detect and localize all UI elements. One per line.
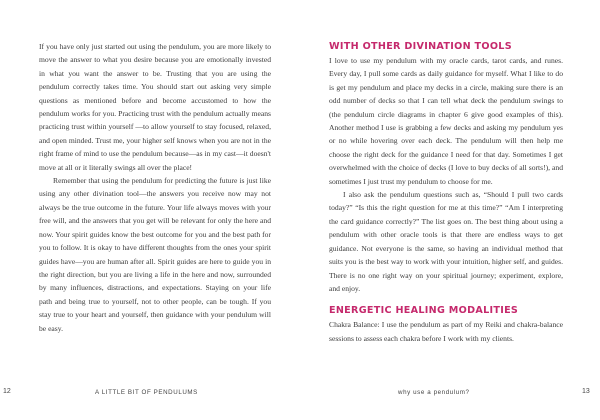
right-page [300, 0, 600, 420]
left-body-text [39, 40, 271, 335]
left-paragraph-2: Remember that using the pendulum for predicting the future is just like using any other divination tool—the answers you receive now may not always be the true outcome in the future. Your life always moves with your free will, and the answers that you get will be relevant for only the here and now. Your spirit guides know the best outcome for you and the best path for you to follow. It is okay to have different thoughts from the ones your spirit guides have—you are human after all. Spirit guides are here to guide you in the right direction, but you are living a life in the here and now, surrounded by many influences, distractions, and expectations. Staying on your life path and being true to yourself, not to other people, can be tough. If you stay true to your heart and yourself, then guidance with your pendulum will be easy. [39, 176, 271, 333]
right-paragraph-2: I also ask the pendulum questions such as, “Should I pull two cards today?” “Is this the right question for me at this time?” “Am I interpreting the card guidance correctly?” The list goes on. The best thing about using a pendulum with other oracle tools is that there are endless ways to get guidance. Not everyone is the same, so having an individual method that suits you is the best way to work with your intuition, higher self, and guides. There is no one right way on your spiritual journey; experiment, explore, and enjoy. [329, 190, 563, 293]
running-head-left: A LITTLE BIT OF PENDULUMS [95, 389, 198, 396]
section-heading-divination-tools: WITH OTHER DIVINATION TOOLS [329, 41, 512, 52]
right-body-text [329, 40, 563, 345]
section-heading-energetic-healing: ENERGETIC HEALING MODALITIES [329, 305, 519, 317]
left-paragraph-1: If you have only just started out using the pendulum, you are more likely to move the answer to what you desire because you are emotionally invested in what you want the answer to be. Trusting that you are using the pendulum correctly takes time. You should start out asking very simple questions as mentioned before and become accustomed to how the pendulum works for you. Practicing trust with the pendulum actually means practicing trust within yourself —to allow yourself to stay focused, relaxed, and open minded. Trust me, your higher self knows when you are not in the right frame of mind to use the pendulum because—as in my cast—it doesn't move at all or it literally swings all over the place! [39, 42, 271, 172]
page-number-right: 13 [582, 388, 590, 395]
running-head-right: why use a pendulum? [398, 389, 470, 396]
right-paragraph-1: I love to use my pendulum with my oracle cards, tarot cards, and runes. Every day, I pull some cards as daily guidance for myself. What I like to do is get my pendulum and place my decks in a circle, making sure there is an odd number of decks so that I can tell what deck the pendulum swings to (the pendulum circle diagrams in chapter 6 give good examples of this). Another method I use is grabbing a few decks and asking my pendulum yes or no while hovering over each deck. The pendulum will then help me choose the right deck for the guidance I need for that day. Sometimes I get overwhelmed with the choice of decks (I love to buy decks of all sorts!), and sometimes I just trust my pendulum to choose for me. [329, 56, 563, 186]
right-paragraph-3: Chakra Balance: I use the pendulum as part of my Reiki and chakra-balance sessions to assess each chakra before I work with my clients. [329, 320, 563, 343]
page-number-left: 12 [3, 388, 11, 395]
